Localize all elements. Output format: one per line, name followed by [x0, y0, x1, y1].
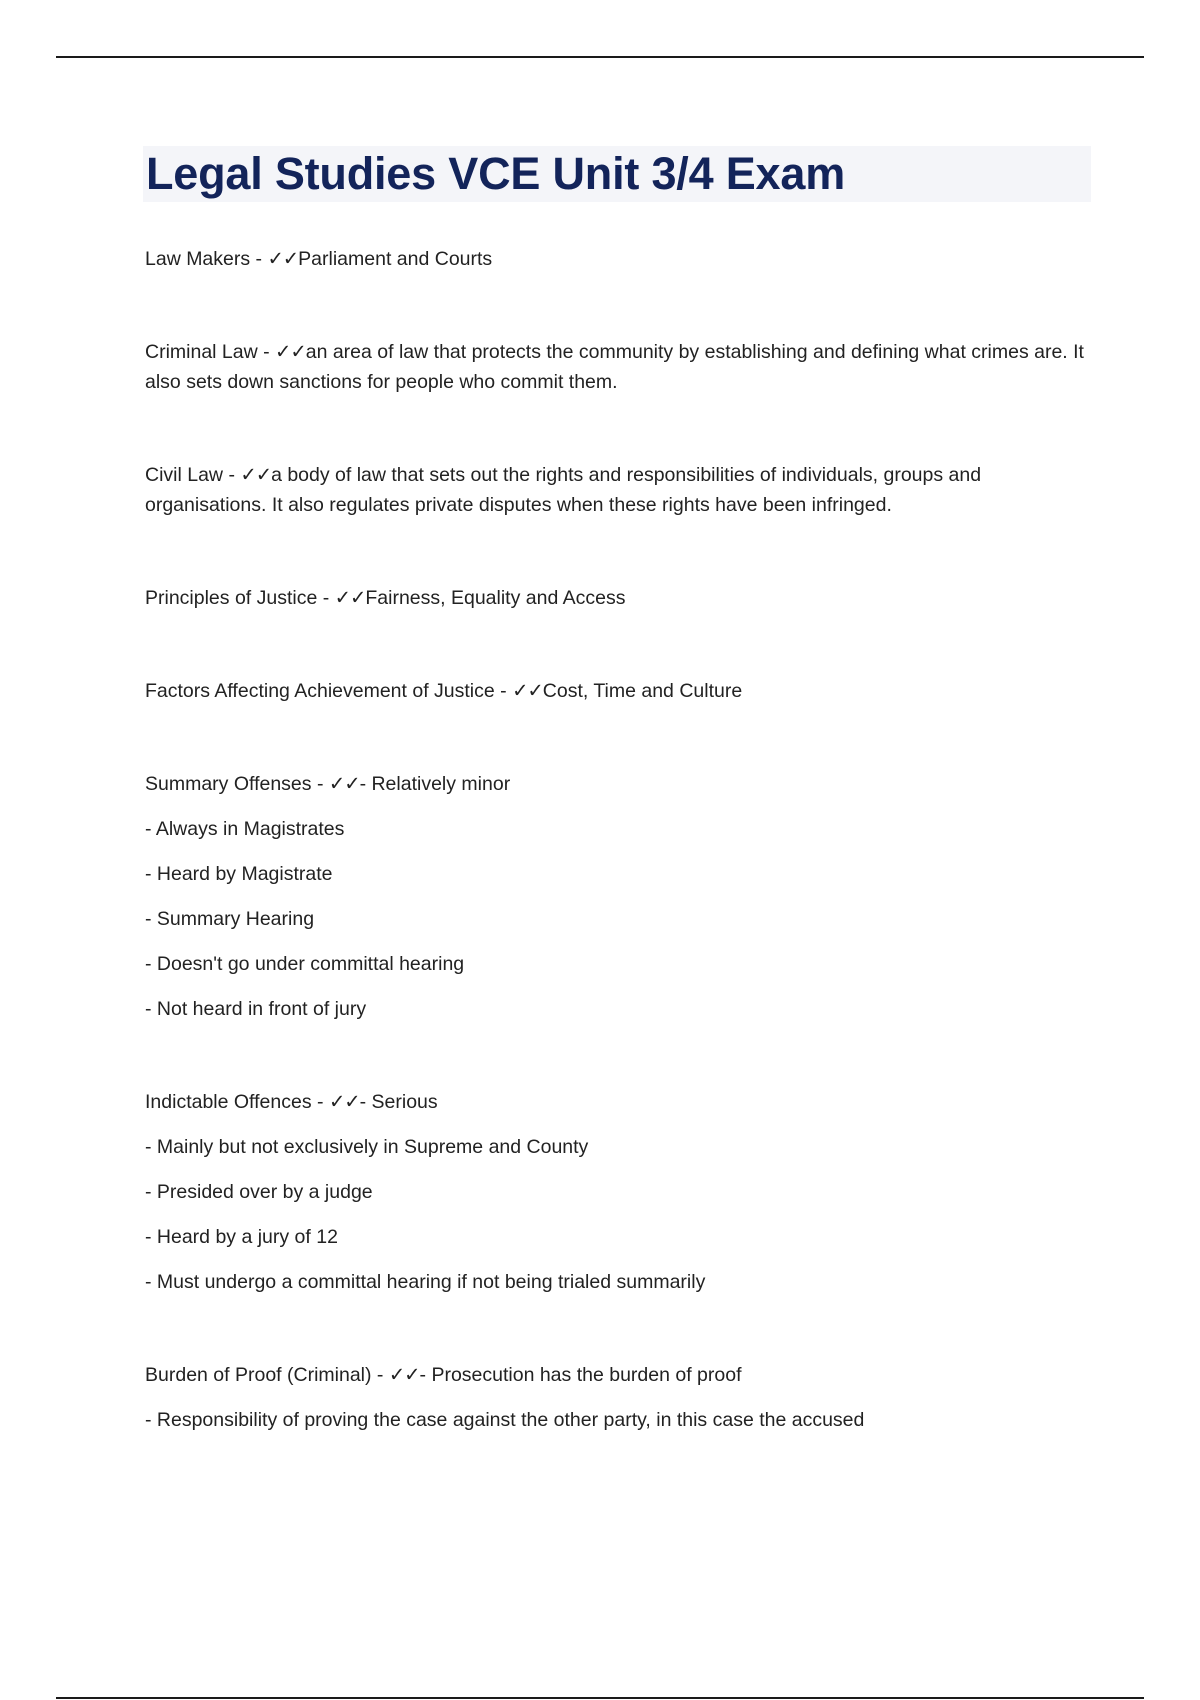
entry-term: Criminal Law — [145, 341, 258, 363]
bullet-item: - Responsibility of proving the case against the other party, in this case the accused — [145, 1409, 865, 1431]
entry-principles-of-justice — [145, 583, 1090, 613]
entry-separator: - — [317, 587, 335, 609]
check-mark-icon: ✓✓ — [328, 1091, 360, 1113]
check-mark-icon: ✓✓ — [267, 248, 299, 270]
check-mark-icon: ✓✓ — [240, 464, 272, 486]
check-mark-icon: ✓✓ — [334, 587, 366, 609]
page-title: Legal Studies VCE Unit 3/4 Exam — [146, 148, 846, 199]
entry-factors-affecting-justice — [145, 676, 1090, 706]
top-rule — [56, 56, 1144, 58]
entry-term: Factors Affecting Achievement of Justice — [145, 680, 495, 702]
entry-civil-law — [145, 460, 1090, 520]
entry-definition: Fairness, Equality and Access — [365, 587, 626, 609]
check-mark-icon: ✓✓ — [275, 341, 306, 363]
entry-definition: Parliament and Courts — [298, 248, 493, 270]
entry-term: Law Makers — [145, 248, 251, 270]
entry-separator: - — [223, 464, 241, 486]
entry-definition: a body of law that sets out the rights and responsibilities of individuals, groups and organisations. It also regulates private disputes when these rights have been infringed. — [145, 464, 987, 516]
entry-separator: - — [494, 680, 513, 702]
bullet-item: - Summary Hearing — [145, 908, 315, 930]
entry-indictable-offences — [145, 1087, 1090, 1117]
entry-burden-of-proof-criminal — [145, 1360, 1090, 1390]
entry-definition: - Serious — [359, 1091, 438, 1113]
bullet-item: - Always in Magistrates — [145, 818, 345, 840]
bullet-item: - Heard by Magistrate — [145, 863, 333, 885]
entry-criminal-law — [145, 337, 1090, 397]
entry-definition: - Prosecution has the burden of proof — [419, 1364, 742, 1386]
check-mark-icon: ✓✓ — [512, 680, 543, 702]
entry-term: Burden of Proof (Criminal) — [145, 1364, 372, 1386]
bullet-item: - Doesn't go under committal hearing — [145, 953, 465, 975]
entry-law-makers — [145, 244, 1090, 274]
entry-term: Civil Law — [145, 464, 224, 486]
entry-definition: an area of law that protects the community by establishing and defining what crimes are. It also sets down sanctions for people who commit them. — [145, 341, 1090, 393]
entry-term: Summary Offenses — [145, 773, 312, 795]
entry-term: Indictable Offences — [145, 1091, 312, 1113]
title-band — [143, 146, 1091, 202]
bullet-item: - Must undergo a committal hearing if not being trialed summarily — [145, 1271, 706, 1293]
check-mark-icon: ✓✓ — [328, 773, 360, 795]
entry-term: Principles of Justice — [145, 587, 318, 609]
entry-definition: - Relatively minor — [359, 773, 511, 795]
entry-separator: - — [311, 1091, 329, 1113]
bottom-rule — [56, 1697, 1144, 1699]
check-mark-icon: ✓✓ — [388, 1364, 420, 1386]
bullet-item: - Presided over by a judge — [145, 1181, 373, 1203]
bullet-item: - Not heard in front of jury — [145, 998, 367, 1020]
entry-separator: - — [311, 773, 329, 795]
entry-separator: - — [250, 248, 268, 270]
qa-list — [145, 244, 1090, 1435]
entry-definition: Cost, Time and Culture — [542, 680, 743, 702]
bullet-item: - Heard by a jury of 12 — [145, 1226, 338, 1248]
entry-separator: - — [257, 341, 276, 363]
entry-summary-offenses — [145, 769, 1090, 799]
entry-separator: - — [371, 1364, 389, 1386]
bullet-item: - Mainly but not exclusively in Supreme and County — [145, 1136, 589, 1158]
